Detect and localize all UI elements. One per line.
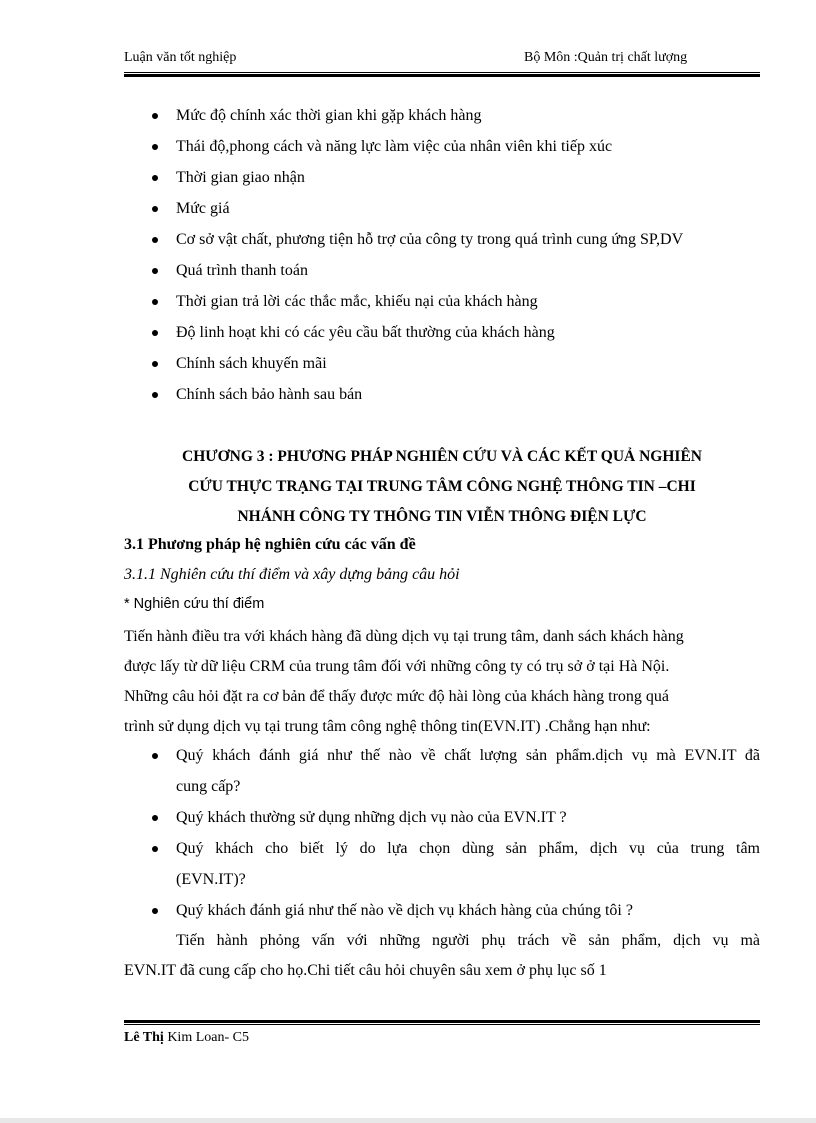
bullet-icon [152,144,158,150]
bullet-icon [152,268,158,274]
paragraph-line: Tiến hành phỏng vấn với những người phụ trách về sản phẩm, dịch vụ mà [176,932,760,949]
bullet-icon [152,113,158,119]
footer-author-bold: Lê Thị [124,1030,164,1045]
bullet-icon [152,330,158,336]
list-item: Thời gian trả lời các thắc mắc, khiếu nại của khách hàng [124,289,760,320]
closing-paragraph [124,928,760,988]
section-heading: 3.1 Phương pháp hệ nghiên cứu các vấn đề [124,536,416,553]
bullet-icon [152,237,158,243]
chapter-title-line: CỨU THỰC TRẠNG TẠI TRUNG TÂM CÔNG NGHỆ THÔNG TIN –CHI [188,478,696,495]
header-department-label: Bộ Môn :Quản trị chất lượng [524,50,688,65]
question-list [124,742,760,928]
bullet-icon [152,908,158,914]
chapter-title [124,444,760,534]
list-item: Chính sách bảo hành sau bán [124,382,760,413]
bullet-icon [152,206,158,212]
footer-rule [124,1020,760,1025]
list-item: Mức độ chính xác thời gian khi gặp khách hàng [124,103,760,134]
header-thesis-label: Luận văn tốt nghiệp [124,50,237,65]
list-item: Quý khách cho biết lý do lựa chọn dùng sản phẩm, dịch vụ của trung tâm (EVN.IT)? [124,835,760,897]
bullet-icon [152,846,158,852]
subsection-heading: 3.1.1 Nghiên cứu thí điểm và xây dựng bảng câu hỏi [124,566,460,583]
paragraph-line: được lấy từ dữ liệu CRM của trung tâm đối với những công ty có trụ sở ở tại Hà Nội. [124,658,670,675]
list-item: Thời gian giao nhận [124,165,760,196]
bullet-icon [152,392,158,398]
bullet-icon [152,753,158,759]
paragraph-line: Tiến hành điều tra với khách hàng đã dùng dịch vụ tại trung tâm, danh sách khách hàng [124,628,684,645]
list-item: Cơ sở vật chất, phương tiện hỗ trợ của công ty trong quá trình cung ứng SP,DV [124,227,760,258]
page-footer [124,1030,249,1046]
paragraph-line: trình sử dụng dịch vụ tại trung tâm công nghệ thông tin(EVN.IT) .Chẳng hạn như: [124,718,651,735]
bullet-icon [152,361,158,367]
list-item: Quá trình thanh toán [124,258,760,289]
bullet-icon [152,299,158,305]
header-rule [124,72,760,77]
bullet-icon [152,815,158,821]
criteria-list [124,103,760,413]
list-item: Quý khách thường sử dụng những dịch vụ nào của EVN.IT ? [124,804,760,835]
list-item: Thái độ,phong cách và năng lực làm việc của nhân viên khi tiếp xúc [124,134,760,165]
page-header [124,48,760,70]
bullet-icon [152,175,158,181]
chapter-title-line: NHÁNH CÔNG TY THÔNG TIN VIỄN THÔNG ĐIỆN LỰC [237,508,647,525]
footer-author-rest: Kim Loan- C5 [163,1030,249,1045]
intro-paragraph [124,624,760,744]
pilot-study-heading: * Nghiên cứu thí điểm [124,596,265,612]
chapter-title-line: CHƯƠNG 3 : PHƯƠNG PHÁP NGHIÊN CỨU VÀ CÁC KẾT QUẢ NGHIÊN [182,448,702,465]
list-item: Quý khách đánh giá như thế nào về dịch vụ khách hàng của chúng tôi ? [124,897,760,928]
list-item: Mức giá [124,196,760,227]
paragraph-line: EVN.IT đã cung cấp cho họ.Chi tiết câu hỏi chuyên sâu xem ở phụ lục số 1 [124,962,607,979]
page-bottom-edge [0,1118,816,1123]
list-item: Quý khách đánh giá như thế nào về chất lượng sản phẩm.dịch vụ mà EVN.IT đã cung cấp? [124,742,760,804]
list-item: Chính sách khuyến mãi [124,351,760,382]
list-item: Độ linh hoạt khi có các yêu cầu bất thường của khách hàng [124,320,760,351]
paragraph-line: Những câu hỏi đặt ra cơ bản để thấy được mức độ hài lòng của khách hàng trong quá [124,688,669,705]
